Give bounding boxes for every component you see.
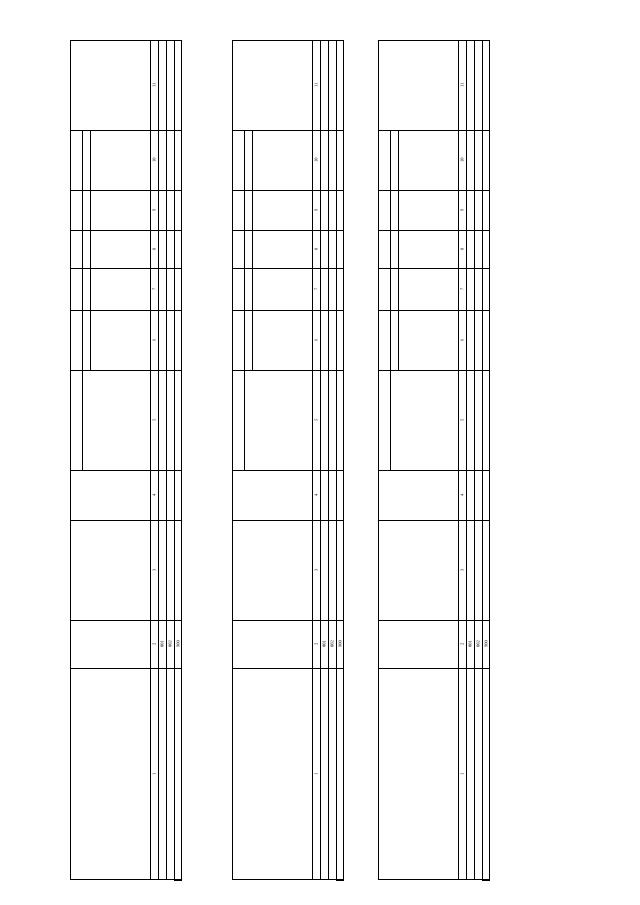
incentive-header — [233, 130, 244, 470]
total-code: 900 — [337, 640, 343, 648]
column-number: 5 — [459, 418, 465, 422]
row-line — [328, 40, 329, 880]
position-header — [380, 668, 456, 880]
column-number: 2 — [151, 642, 157, 646]
fund-header — [380, 520, 456, 620]
column-number: 8 — [313, 247, 319, 251]
fund-header — [72, 520, 148, 620]
row-code: 001 — [467, 640, 473, 648]
column-number: 3 — [313, 568, 319, 572]
row-code: 002 — [167, 640, 173, 648]
subcol-header — [92, 190, 148, 230]
column-number: 3 — [151, 568, 157, 572]
column-number: 2 — [313, 642, 319, 646]
subcol-header — [254, 230, 310, 268]
code-header — [380, 620, 456, 668]
column-number: 2 — [459, 642, 465, 646]
subcol-header — [400, 230, 456, 268]
row-line — [320, 40, 321, 880]
total-label — [336, 668, 344, 880]
fund-header — [234, 520, 310, 620]
column-number: 7 — [459, 287, 465, 291]
column-number: 10 — [459, 157, 465, 163]
total-emphasis — [482, 880, 490, 881]
column-number: 5 — [151, 418, 157, 422]
subcol-header — [400, 370, 456, 470]
total-emphasis — [336, 880, 344, 881]
annual-fund-header — [72, 40, 148, 130]
column-number: 9 — [313, 208, 319, 212]
incentive-header — [71, 130, 82, 470]
subcol-header — [400, 310, 456, 370]
column-number: 1 — [459, 772, 465, 776]
annual-fund-header — [234, 40, 310, 130]
column-number: 7 — [313, 287, 319, 291]
subcol-header — [254, 370, 310, 470]
subcol-header — [254, 268, 310, 310]
form-page-label — [606, 18, 636, 118]
incl-label — [390, 130, 398, 370]
subcol-header — [92, 230, 148, 268]
subcol-header — [400, 190, 456, 230]
total-header — [380, 470, 456, 520]
total-header — [234, 470, 310, 520]
subcol-header — [254, 310, 310, 370]
column-number: 1 — [151, 772, 157, 776]
subcol-header — [92, 310, 148, 370]
column-number: 11 — [459, 82, 465, 88]
column-number: 6 — [313, 338, 319, 342]
incentive-header — [379, 130, 390, 470]
incl-label — [244, 130, 252, 370]
total-code: 900 — [175, 640, 181, 648]
subcol-header — [92, 268, 148, 310]
column-number: 9 — [459, 208, 465, 212]
column-number: 8 — [459, 247, 465, 251]
row-line — [474, 40, 475, 880]
code-header — [234, 620, 310, 668]
total-label — [174, 668, 182, 880]
row-code: 002 — [329, 640, 335, 648]
row-line — [158, 40, 159, 880]
total-emphasis — [174, 880, 182, 881]
code-header — [72, 620, 148, 668]
total-header — [72, 470, 148, 520]
row-code: 001 — [321, 640, 327, 648]
column-number: 9 — [151, 208, 157, 212]
column-number: 4 — [313, 493, 319, 497]
total-code: 900 — [483, 640, 489, 648]
column-number: 7 — [151, 287, 157, 291]
incl-label — [82, 130, 90, 370]
row-code: 001 — [159, 640, 165, 648]
column-number: 4 — [459, 493, 465, 497]
column-number: 11 — [313, 82, 319, 88]
column-number: 6 — [459, 338, 465, 342]
row-line — [166, 40, 167, 880]
column-number: 4 — [151, 493, 157, 497]
column-number: 5 — [313, 418, 319, 422]
row-line — [466, 40, 467, 880]
annual-fund-header — [380, 40, 456, 130]
subcol-header — [92, 370, 148, 470]
column-number: 3 — [459, 568, 465, 572]
column-number: 10 — [313, 157, 319, 163]
total-label — [482, 668, 490, 880]
subcol-header — [400, 268, 456, 310]
column-number: 11 — [151, 82, 157, 88]
position-header — [234, 668, 310, 880]
column-number: 10 — [151, 157, 157, 163]
column-number: 8 — [151, 247, 157, 251]
position-header — [72, 668, 148, 880]
subcol-header — [254, 190, 310, 230]
column-number: 6 — [151, 338, 157, 342]
column-number: 1 — [313, 772, 319, 776]
row-code: 002 — [475, 640, 481, 648]
